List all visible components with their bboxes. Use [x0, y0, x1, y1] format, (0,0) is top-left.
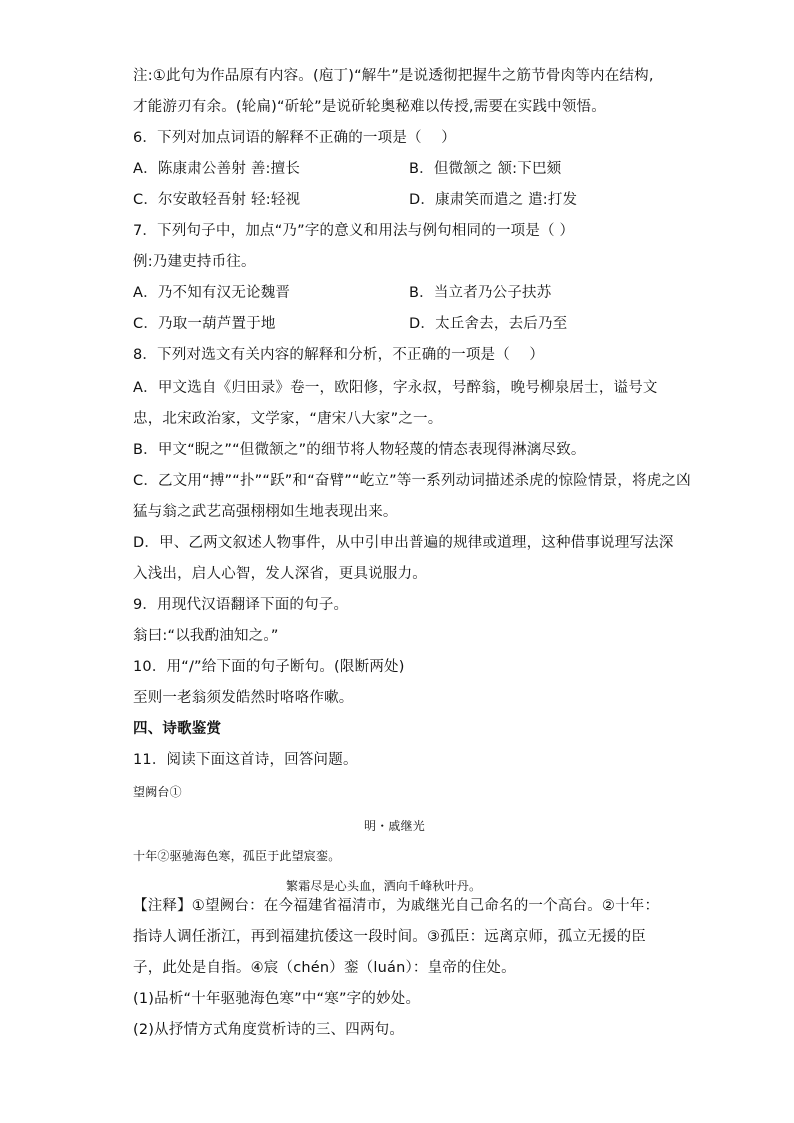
poem-title: 望阙台① [133, 785, 182, 799]
question-11: 11．阅读下面这首诗，回答问题。 [133, 752, 358, 768]
question-7: 7．下列句子中，加点“乃”字的意义和用法与例句相同的一项是（ ） [133, 223, 575, 239]
q8-option-b: B．甲文“睨之”“但微颔之”的细节将人物轻蔑的情态表现得淋漓尽致。 [133, 442, 586, 458]
q6-option-a: A．陈康肃公善射 善:擅长 [133, 161, 301, 177]
q7-option-b: B．当立者乃公子扶苏 [409, 285, 552, 301]
q7-example: 例:乃建吏持币往。 [133, 254, 256, 270]
question-8: 8．下列对选文有关内容的解释和分析，不正确的一项是（ ） [133, 347, 545, 363]
q11-sub-2: (2)从抒情方式角度赏析诗的三、四两句。 [133, 1022, 405, 1038]
q8-option-c-2: 猛与翁之武艺高强栩栩如生地表现出来。 [133, 504, 398, 520]
q7-option-c: C．乃取一葫芦置于地 [133, 316, 276, 332]
q9-sentence: 翁曰:“以我酌油知之。” [133, 628, 279, 644]
q7-option-a: A．乃不知有汉无论魏晋 [133, 285, 291, 301]
q6-option-c: C．尔安敢轻吾射 轻:轻视 [133, 192, 301, 208]
question-10: 10．用“/”给下面的句子断句。(限断两处) [133, 659, 405, 675]
q8-option-d-2: 入浅出，启人心智，发人深省，更具说服力。 [133, 566, 427, 582]
poem-notes: 【注释】①望阙台：在今福建省福清市，为戚继光自己命名的一个高台。②十年：指诗人调任浙江，再到福建抗倭这一段时间。③孤臣：远离京师，孤立无援的臣子，此处是自指。④宸（chén）銮（luán）：皇帝的住处。 [133, 898, 660, 976]
section-4-heading: 四、诗歌鉴赏 [133, 721, 222, 737]
q6-option-d: D．康肃笑而遣之 遣:打发 [409, 192, 578, 208]
q8-option-a-2: 忠，北宋政治家，文学家，“唐宋八大家”之一。 [133, 411, 443, 427]
q6-option-b: B．但微颔之 颔:下巴颏 [409, 161, 562, 177]
note-line-1: 注:①此句为作品原有内容。(庖丁)“解牛”是说透彻把握牛之筋节骨肉等内在结构, [133, 68, 654, 84]
q11-sub-1: (1)品析“十年驱驰海色寒”中“寒”字的妙处。 [133, 991, 421, 1007]
q7-option-d: D．太丘舍去，去后乃至 [409, 316, 568, 332]
q10-sentence: 至则一老翁须发皓然时咯咯作嗽。 [133, 690, 354, 706]
poem-author: 明・戚继光 [364, 819, 426, 833]
poem-line-2: 繁霜尽是心头血，洒向千峰秋叶丹。 [286, 879, 482, 893]
q8-option-c-1: C．乙文用“搏”“扑”“跃”和“奋臂”“屹立”等一系列动词描述杀虎的惊险情景，将虎之凶 [133, 473, 691, 489]
notes-and-subquestions [133, 891, 663, 1046]
q8-option-d-1: D．甲、乙两文叙述人物事件，从中引申出普遍的规律或道理，这种借事说理写法深 [133, 535, 674, 551]
question-9: 9．用现代汉语翻译下面的句子。 [133, 597, 349, 613]
poem-line-1: 十年②驱驰海色寒，孤臣于此望宸銮。 [133, 849, 341, 863]
note-line-2: 才能游刃有余。(轮扁)“斫轮”是说斫轮奥秘难以传授,需要在实践中领悟。 [133, 99, 606, 115]
q8-option-a-1: A．甲文选自《归田录》卷一，欧阳修，字永叔，号醉翁，晚号柳泉居士，谥号文 [133, 380, 658, 396]
question-6: 6．下列对加点词语的解释不正确的一项是（ ） [133, 130, 456, 146]
